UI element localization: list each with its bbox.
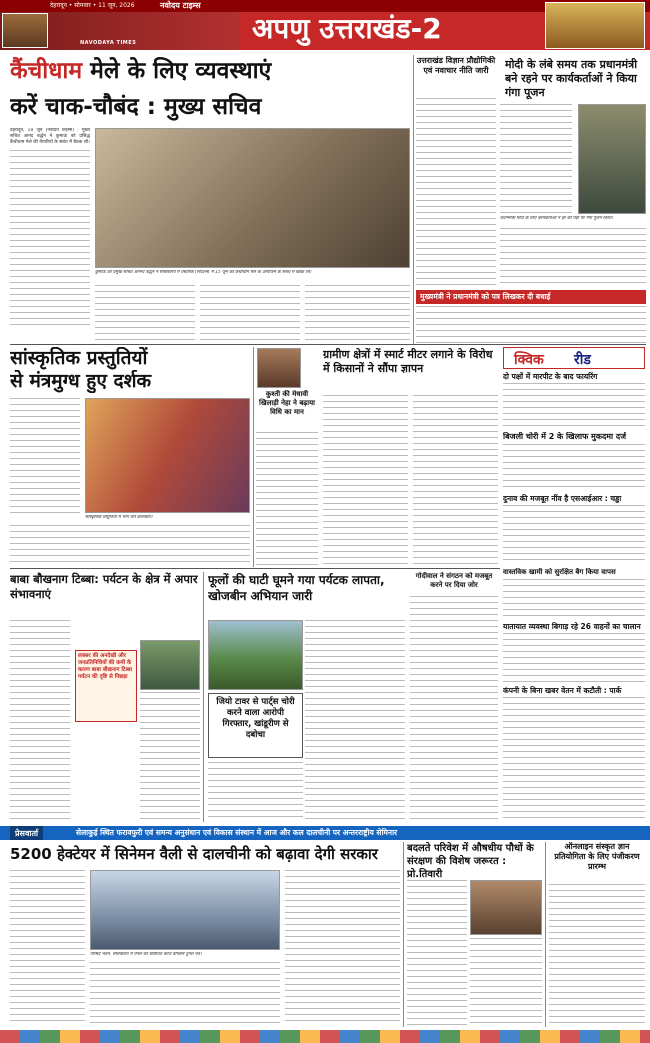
sports-headline: कुश्ती की मेधावी खिलाड़ी नेहा ने बढ़ाया विधि का मान bbox=[259, 390, 315, 416]
lead-col-2 bbox=[95, 285, 195, 340]
section-rule bbox=[10, 344, 646, 345]
science-policy-headline: उत्तराखंड विज्ञान प्रौद्योगिकी एवं नवाचार नीति जारी bbox=[416, 56, 496, 75]
valley-photo bbox=[208, 620, 303, 690]
newspaper-logo: नवोदय टाइम्स bbox=[160, 1, 201, 10]
culture-caption: सांस्कृतिक प्रस्तुतियों में भाग लेते कलाकार। bbox=[85, 515, 153, 520]
sanskrit-quiz-headline: ऑनलाइन संस्कृत ज्ञान प्रतियोगिता के लिए पंजीकरण प्रारम्भ bbox=[554, 842, 640, 871]
brief-6-headline: कंपनी के बिना खबर वेतन में कटौती : पार्क bbox=[503, 686, 622, 695]
lead-headline-line-2: करें चाक-चौबंद : मुख्य सचिव bbox=[10, 94, 262, 120]
medicinal-plants-headline: बदलते परिवेश में औषधीय पौधों के संरक्षण की विशेष जरूरत : प्रो.तिवारी bbox=[407, 843, 534, 878]
modi-body-2 bbox=[500, 228, 646, 288]
brief-1-body bbox=[503, 383, 645, 428]
baba-pullquote: लक्सर की अनदेखी और जनप्रतिनिधियों की कमी के कारण बाबा बौखनाग टिब्बा पर्यटन की दृष्टि से पिछड़ा bbox=[78, 653, 133, 680]
brief-2-body bbox=[503, 444, 645, 490]
modi-headline: मोदी के लंबे समय तक प्रधानमंत्री बने रहने पर कार्यकर्ताओं ने किया गंगा पूजन bbox=[505, 58, 638, 99]
temple-image-left bbox=[2, 13, 48, 48]
column-divider bbox=[203, 572, 204, 822]
valley-body-2 bbox=[305, 620, 405, 820]
sanskrit-quiz-body bbox=[549, 884, 645, 1025]
brief-3-headline: दुनाव की मजबूत नींव है एसआईआर : चड्ढा bbox=[503, 494, 622, 503]
cm-letter-body bbox=[416, 306, 646, 344]
cinnamon-photo bbox=[90, 870, 280, 950]
seminar-band-text: सेलाकुई स्थित फरावफुरी एवं समन्य अनुसंधान एवं विकास संस्थान में आज और कल दालचीनी पर अन्तरराष्ट्रीय सेमिनार bbox=[76, 828, 398, 837]
medicinal-plants-photo bbox=[470, 880, 542, 935]
page-title: अपणु उत्तराखंड-2 bbox=[252, 12, 442, 45]
temple-image-right bbox=[545, 2, 645, 49]
section-rule bbox=[10, 568, 500, 569]
valley-headline: फूलों की घाटी घूमने गया पर्यटक लापता, खोजबीन अभियान जारी bbox=[208, 573, 385, 603]
baba-body bbox=[10, 620, 70, 820]
brief-5-headline: यातायात व्यवस्था बिगाड़ रहे 26 वाहनों का चालान bbox=[503, 622, 641, 631]
lead-col-3 bbox=[200, 285, 300, 340]
culture-photo bbox=[85, 398, 250, 513]
cm-letter-strip: मुख्यमंत्री ने प्रधानमंत्री को पत्र लिखकर दी बधाई bbox=[416, 290, 646, 304]
culture-body-2 bbox=[10, 525, 250, 565]
cinnamon-body bbox=[10, 870, 85, 1025]
baba-pullquote-box bbox=[75, 650, 137, 722]
column-divider bbox=[545, 842, 546, 1027]
sports-body bbox=[256, 432, 318, 565]
culture-headline-line-2: से मंत्रमुग्ध हुए दर्शक bbox=[10, 370, 152, 392]
column-divider bbox=[253, 347, 254, 567]
baba-headline: बाबा बौखनाग टिब्बा: पर्यटन के क्षेत्र में अपार संभावनाएं bbox=[10, 572, 198, 601]
science-policy-body bbox=[416, 98, 496, 288]
quick-read-header: क्विक रीड bbox=[503, 347, 645, 369]
newspaper-sub-logo: NAVODAYA TIMES bbox=[80, 40, 137, 46]
brief-2-headline: बिजली चोरी में 2 के खिलाफ मुकदमा दर्ज bbox=[503, 432, 627, 441]
lead-col-4 bbox=[305, 285, 410, 340]
lead-body: देहरादून, 10 जून (नवोदय टाइम्स) : मुख्य सचिव आनंद बर्द्धन ने कुमाऊं को प्रसिद्ध कैंचीधाम मेले की तैयारियों के संबंध में बैठक ली। bbox=[10, 128, 90, 145]
lead-photo bbox=[95, 128, 410, 268]
tower-theft-headline: जियो टावर से पार्ट्स चोरी करने वाला आरोपी गिरफ्तार, खांडूरीण से दबोचा bbox=[216, 697, 295, 740]
modi-photo bbox=[578, 104, 646, 214]
modi-body bbox=[500, 104, 572, 214]
date-line: देहरादून • सोमवार • 11 जून, 2026 bbox=[50, 2, 135, 9]
baba-body-2 bbox=[140, 692, 200, 820]
brief-1-headline: दो पक्षों में मारपीट के बाद फायरिंग bbox=[503, 372, 598, 381]
cinnamon-headline: 5200 हेक्टेयर में सिनेमन वैली से दालचीनी को बढ़ावा देगी सरकार bbox=[10, 845, 378, 863]
lead-caption: कुमाऊं को प्रमुख सचिव आनन्द बर्द्धन ने सचिवालय में वैचारिक (निर्देशन) में 15 जून को कैंचीधाम मेले के आयोजन के संबंध में बैठक ली। bbox=[95, 270, 312, 275]
tower-theft-box bbox=[208, 693, 303, 758]
brief-3-body bbox=[503, 505, 645, 565]
sports-photo bbox=[257, 348, 301, 388]
column-divider bbox=[413, 55, 414, 345]
medicinal-plants-body bbox=[407, 880, 467, 1025]
smart-meter-body bbox=[323, 395, 408, 565]
brief-4-body bbox=[503, 579, 645, 619]
medicinal-plants-body-2 bbox=[470, 938, 542, 1025]
cinnamon-caption: परिषद भवन, सचिवालय में पैनल को संबोधित करते प्रोफेसर दुर्गेश पंत। bbox=[90, 952, 202, 957]
brief-6-body bbox=[503, 697, 645, 822]
brief-5-body bbox=[503, 633, 645, 683]
godiwal-body bbox=[410, 596, 498, 821]
culture-headline: सांस्कृतिक प्रस्तुतियों bbox=[10, 347, 148, 369]
lead-body-lines bbox=[10, 150, 90, 328]
smart-meter-headline: ग्रामीण क्षेत्रों में स्मार्ट मीटर लगाने के विरोध में किसानों ने सौंपा ज्ञापन bbox=[323, 348, 493, 375]
culture-body bbox=[10, 398, 80, 518]
modi-caption: प्रधानमंत्री मोदी के लिए कार्यकर्ताओं ने हर की पैड़ी पर गंगा पूजन किया। bbox=[500, 216, 613, 221]
valley-body-3 bbox=[208, 762, 303, 820]
baba-photo bbox=[140, 640, 200, 690]
cinnamon-body-3 bbox=[285, 870, 400, 1025]
footer-color-bar bbox=[0, 1030, 650, 1043]
column-divider bbox=[403, 842, 404, 1027]
godiwal-headline: गोदीवाल ने संगठन को मजबूत करने पर दिया जोर bbox=[415, 572, 493, 589]
lead-headline: कैंचीधाम मेले के लिए व्यवस्थाएं bbox=[10, 58, 272, 84]
smart-meter-body-2 bbox=[413, 395, 498, 565]
brief-4-headline: वास्तविक खामी को सुरक्षित बैग किया वापस bbox=[503, 568, 616, 576]
press-conference-label: प्रेसवार्ता bbox=[10, 826, 43, 840]
cinnamon-body-2 bbox=[90, 962, 280, 1025]
